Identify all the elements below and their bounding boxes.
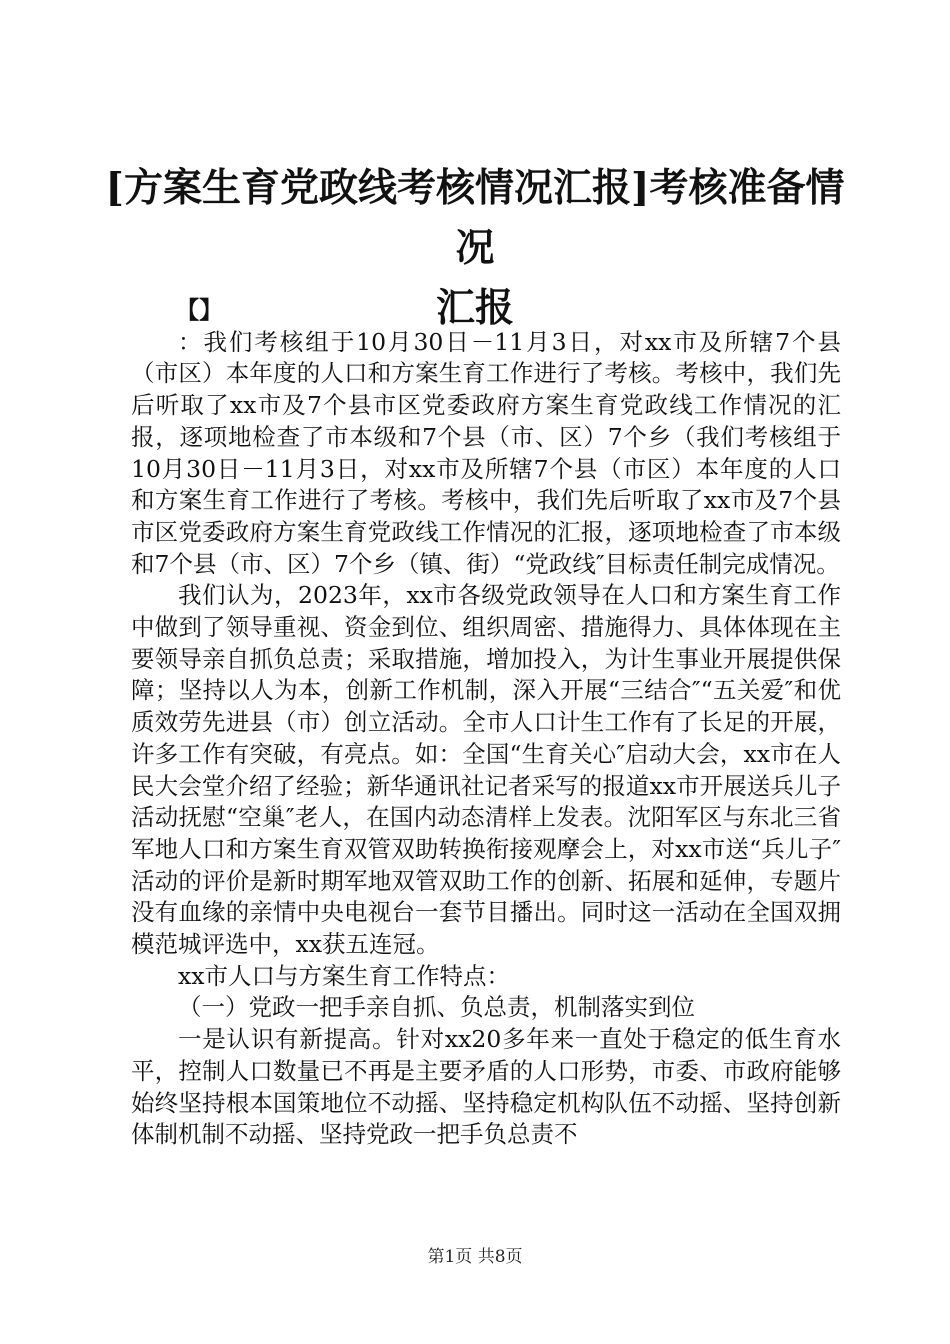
title-line-1: [方案生育党政线考核情况汇报]考核准备情况 [105, 165, 845, 271]
paragraph-2: 我们认为，2023年，xx市各级党政领导在人口和方案生育工作中做到了领导重视、资金到位、组织周密、措施得力、具体体现在主要领导亲自抓负总责；采取措施，增加投入，为计生事业开展提供保障；坚持以人为本，创新工作机制，深入开展“三结合″“五关爱″和优质效劳先进县（市）创立活动。全市人口计生工作有了长足的开展，许多工作有突破，有亮点。如：全国“生育关心″启动大会，xx市在人民大会堂介绍了经验；新华通讯社记者采写的报道xx市开展送兵儿子活动抚慰“空巢″老人，在国内动态清样上发表。沈阳军区与东北三省军地人口和方案生育双管双助转换衔接观摩会上，对xx市送“兵儿子″活动的评价是新时期军地双管双助工作的创新、拓展和延伸，专题片没有血缘的亲情中央电视台一套节目播出。同时这一活动在全国双拥模范城评选中，xx获五连冠。 [131, 581, 841, 959]
title-line-2: 汇报 [435, 285, 514, 331]
bracket-tag: 【】 [175, 296, 223, 324]
paragraph-1: ：我们考核组于10月30日－11月3日，对xx市及所辖7个县（市区）本年度的人口和方案生育工作进行了考核。考核中，我们先后听取了xx市及7个县市区党委政府方案生育党政线工作情况的汇报，逐项地检查了市本级和7个县（市、区）7个乡（我们考核组于10月30日－11月3日，对xx市及所辖7个县（市区）本年度的人口和方案生育工作进行了考核。考核中，我们先后听取了xx市及7个县市区党委政府方案生育党政线工作情况的汇报，逐项地检查了市本级和7个县（市、区）7个乡（镇、街）“党政线″目标责任制完成情况。 [131, 327, 841, 578]
section-heading-1: （一）党政一把手亲自抓、负总责，机制落实到位 [178, 993, 695, 1022]
paragraph-4: 一是认识有新提高。针对xx20多年来一直处于稳定的低生育水平，控制人口数量已不再是主要矛盾的人口形势，市委、市政府能够始终坚持根本国策地位不动摇、坚持稳定机构队伍不动摇、坚持创新体制机制不动摇、坚持党政一把手负总责不 [131, 1025, 841, 1149]
paragraph-3: xx市人口与方案生育工作特点： [178, 961, 511, 990]
document-body [131, 295, 841, 1151]
page-footer: 第1页 共8页 [427, 1247, 523, 1267]
